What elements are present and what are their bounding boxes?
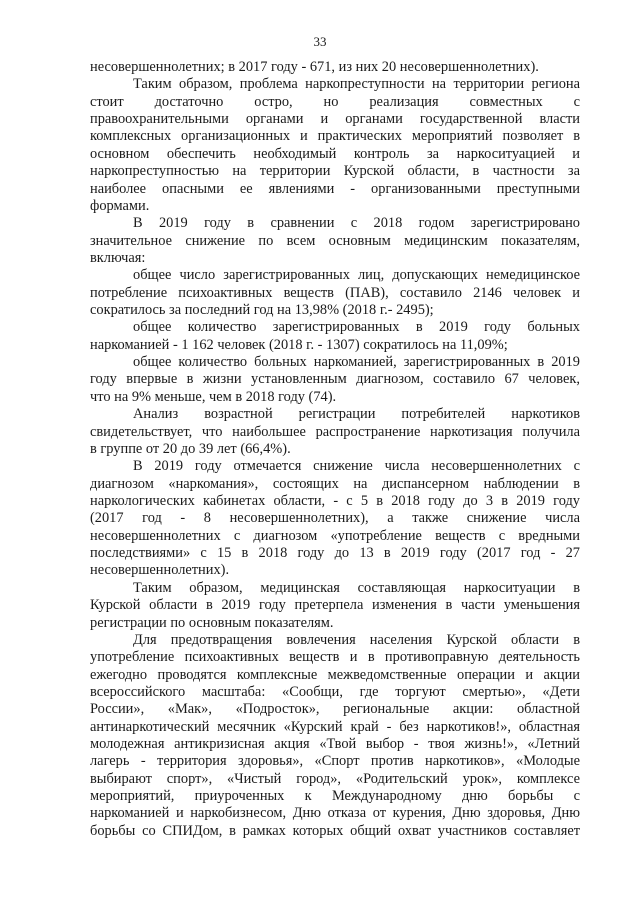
text-line: включая: [90,249,146,266]
text-line: употребление психоактивных веществ и в противоправную деятельность [90,649,580,666]
text-line: мероприятий, приуроченных к Международному дню борьбы с [90,788,580,805]
text-line: В 2019 году отмечается снижение числа несовершеннолетних с [133,458,580,475]
text-line: что на 9% меньше, чем в 2018 году (74). [90,388,337,405]
text-line: наркопреступностью на территории Курской области, в частности за [90,163,580,180]
text-line: всероссийского масштаба: «Сообщи, где торгуют смертью», «Дети [90,683,580,700]
page-number: 33 [313,34,327,49]
text-line: несовершеннолетних). [90,562,230,579]
text-line: году впервые в жизни установленным диагнозом, составило 67 человек, [90,371,580,388]
text-line: Таким образом, медицинская составляющая наркоситуации в [133,579,580,596]
text-line: несовершеннолетних; в 2017 году - 671, из них 20 несовершеннолетних). [90,59,539,75]
text-line: правоохранительными органами и органами государственной власти [90,111,580,128]
text-line: формами. [90,197,150,214]
text-line: общее число зарегистрированных лиц, допускающих немедицинское [133,267,580,284]
text-line: диагнозом «наркомания», состоящих на диспансерном наблюдении в [90,475,580,492]
text-line: комплексных организационных и практических мероприятий позволяет в [90,128,580,145]
text-line: России», «Мак», «Подросток», региональные акции: областной [90,701,580,718]
text-line: Анализ возрастной регистрации потребителей наркотиков [133,406,580,423]
text-line: наиболее опасными ее явлениями - организованными преступными [90,180,580,197]
text-line: регистрации по основным показателям. [90,614,334,631]
text-line: молодежная антикризисная акция «Твой выбор - твоя жизнь!», «Летний [90,736,580,753]
text-line: сократилось за последний год на 13,98% (2018 г.- 2495); [90,302,434,319]
text-line: потребление психоактивных веществ (ПАВ), составило 2146 человек и [90,284,580,301]
text-line: Курской области в 2019 году претерпела изменения в части уменьшения [90,597,580,614]
text-line: лагерь - территория здоровья», «Спорт против наркотиков», «Молодые [90,753,580,770]
text-line: несовершеннолетних с диагнозом «употребление веществ с вредными [90,527,580,544]
text-line: антинаркотический месячник «Курский край - без наркотиков!», областная [90,718,580,735]
text-line: свидетельствует, что наибольшее распространение наркотизация получила [90,423,580,440]
text-line: общее количество больных наркоманией, зарегистрированных в 2019 [133,354,580,371]
text-line: в группе от 20 до 39 лет (66,4%). [90,440,291,457]
text-line: В 2019 году в сравнении с 2018 годом зарегистрировано [133,215,580,232]
text-line: стоит достаточно остро, но реализация совместных с [90,93,580,110]
text-line: (2017 год - 8 несовершеннолетних), а также снижение числа [90,510,580,527]
text-line: Таким образом, проблема наркопреступности на территории региона [133,76,580,93]
text-line: борьбы со СПИДом, в рамках которых общий охват участников составляет [90,822,580,839]
body-text [90,59,580,840]
text-line: общее количество зарегистрированных в 2019 году больных [133,319,580,336]
text-line: Для предотвращения вовлечения населения Курской области в [133,631,580,648]
text-line: последствиями» с 15 в 2018 году до 13 в 2019 году (2017 год - 27 [90,545,580,562]
text-line: основном обеспечить необходимый контроль за наркоситуацией и [90,145,580,162]
text-line: наркологических кабинетах области, - с 5 в 2018 году до 3 в 2019 году [90,492,580,509]
text-line: наркоманией - 1 162 человек (2018 г. - 1307) сократилось на 11,09%; [90,336,508,353]
text-line: значительное снижение по всем основным медицинским показателям, [90,232,580,249]
text-line: наркоманией и наркобизнесом, Дню отказа от курения, Дню здоровья, Дню [90,805,580,822]
text-line: выбирают спорт», «Чистый город», «Родительский урок», комплексе [90,770,580,787]
text-line: ежегодно проводятся комплексные межведомственные операции и акции [90,666,580,683]
